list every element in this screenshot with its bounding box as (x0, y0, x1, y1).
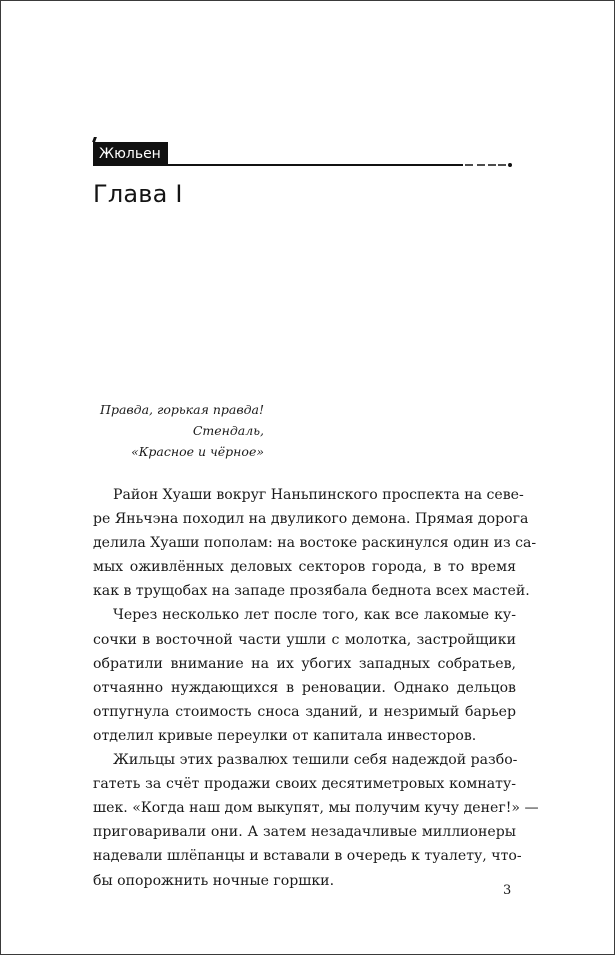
paragraph-2 (93, 603, 516, 748)
epigraph-quote: Правда, горькая правда! (100, 402, 264, 417)
text-line: Через несколько лет после того, как все лакомые ку- (113, 607, 516, 624)
text-line: приговаривали они. А затем незадачливые миллионеры (93, 824, 516, 841)
chapter-header (93, 142, 513, 166)
text-line: обратили внимание на их убогих западных собратьев, (93, 655, 516, 672)
epigraph-source: «Красное и чёрное» (131, 444, 264, 459)
tab-tick-decoration (92, 137, 97, 142)
text-line: мых оживлённых деловых секторов города, в то время (93, 559, 516, 576)
text-line: сочки в восточной части ушли с молотка, застройщики (93, 631, 516, 648)
paragraph-1 (93, 483, 537, 603)
text-line: ре Яньчэна походил на двуликого демона. Прямая дорога (93, 511, 529, 528)
chapter-label: Жюльен (99, 146, 161, 162)
text-line: отделил кривые переулки от капитала инвесторов. (93, 727, 477, 744)
chapter-label-tab (93, 142, 168, 166)
text-line: Жильцы этих развалюх тешили себя надеждой разбо- (113, 752, 518, 769)
text-line: надевали шлёпанцы и вставали в очередь к туалету, что- (93, 848, 522, 865)
epigraph (100, 399, 264, 462)
text-line: отчаянно нуждающихся в реновации. Однако дельцов (93, 679, 516, 696)
epigraph-author: Стендаль, (192, 423, 264, 438)
text-line: шек. «Когда наш дом выкупят, мы получим кучу денег!» — (93, 800, 539, 817)
text-line: отпугнула стоимость сноса зданий, и незримый барьер (93, 703, 516, 720)
text-line: гатеть за счёт продажи своих десятиметровых комнату- (93, 776, 516, 793)
text-line: делила Хуаши пополам: на востоке раскинулся один из са- (93, 535, 537, 552)
body-text (93, 483, 539, 893)
paragraph-3 (93, 748, 539, 893)
page-number: 3 (503, 883, 512, 898)
chapter-title: Глава I (93, 180, 183, 208)
text-line: Район Хуаши вокруг Наньпинского проспекта на севе- (113, 487, 524, 503)
text-line: как в трущобах на западе прозябала беднота всех мастей. (93, 583, 530, 600)
text-line: бы опорожнить ночные горшки. (93, 872, 335, 889)
